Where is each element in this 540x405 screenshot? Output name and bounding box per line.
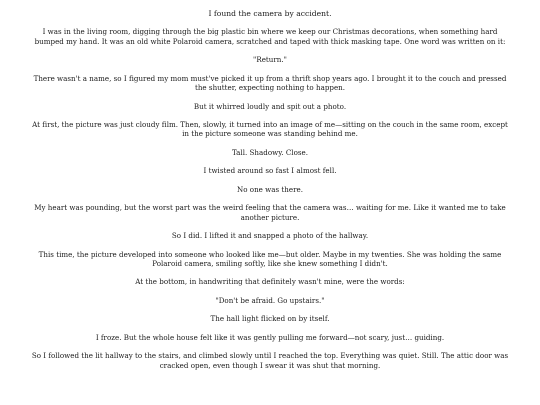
story-paragraph-3: "Return." bbox=[253, 55, 287, 65]
story-paragraph-4: There wasn't a name, so I figured my mom must've picked it up from a thrift shop years ago. I brought it to the couch and pressed the shutter, expecting nothing to happen. bbox=[33, 73, 507, 93]
story-paragraph-15: The hall light flicked on by itself. bbox=[210, 314, 330, 324]
story-paragraph-9: No one was there. bbox=[236, 184, 304, 194]
story-paragraph-11: So I did. I lifted it and snapped a photo of the hallway. bbox=[171, 231, 369, 241]
story-paragraph-17: So I followed the lit hallway to the stairs, and climbed slowly until I reached the top. Everything was quiet. Still. The attic door was cracked open, even though I swear it was shut that morning. bbox=[31, 351, 509, 370]
story-paragraph-6: At first, the picture was just cloudy film. Then, slowly, it turned into an image of me—sitting on the couch in the same room, except in the picture someone was standing behind me. bbox=[32, 120, 508, 139]
story-paragraph-14: "Don't be afraid. Go upstairs." bbox=[215, 295, 325, 305]
story-paragraph-1: I found the camera by accident. bbox=[208, 9, 332, 18]
story-paragraph-10: My heart was pounding, but the worst part was the weird feeling that the camera was… waiting for me. Like it wanted me to take another picture. bbox=[34, 203, 506, 222]
story-paragraph-7: Tall. Shadowy. Close. bbox=[231, 147, 309, 157]
story-paragraph-8: I twisted around so fast I almost fell. bbox=[203, 166, 337, 176]
story-paragraph-16: I froze. But the whole house felt like it was gently pulling me forward—not scary, just… guiding. bbox=[95, 332, 445, 342]
story-paragraph-5: But it whirred loudly and spit out a photo. bbox=[193, 101, 347, 111]
story-paragraph-2: I was in the living room, digging through the big plastic bin where we keep our Christmas decorations, when something hard bumped my hand. It was an old white Polaroid camera, scratched and taped with thick masking tape. One word was written on it: bbox=[34, 27, 506, 46]
story-paragraph-13: At the bottom, in handwriting that definitely wasn't mine, were the words: bbox=[135, 277, 405, 287]
story-paragraph-12: This time, the picture developed into someone who looked like me—but older. Maybe in my twenties. She was holding the same Polaroid camera, smiling softly, like she knew something I didn't. bbox=[38, 249, 502, 268]
